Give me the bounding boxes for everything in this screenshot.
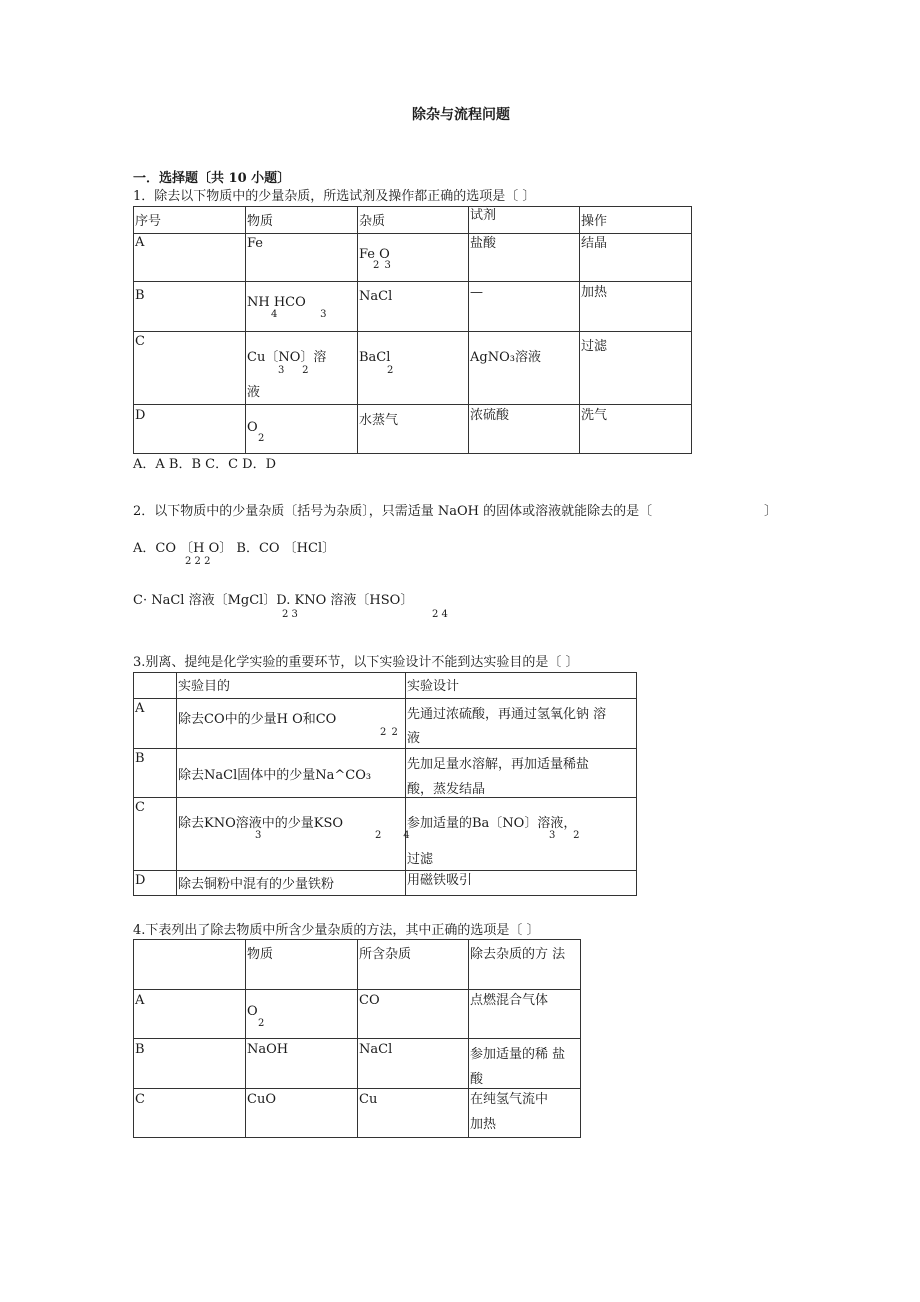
q3-row-c-goal-sub1: 3 bbox=[255, 830, 263, 841]
q1-row-a-operation: 结晶 bbox=[581, 236, 608, 251]
q2-stem-end: 〕 bbox=[764, 504, 778, 519]
q4-header-row bbox=[134, 940, 581, 990]
table-row bbox=[134, 405, 692, 454]
q3-row-a-goal: 除去CO中的少量H O和CO bbox=[178, 712, 337, 727]
q4-table bbox=[133, 939, 581, 1138]
q3-row-d-goal: 除去铜粉中混有的少量铁粉 bbox=[178, 877, 335, 892]
q4-header-impurity: 所含杂质 bbox=[359, 947, 412, 962]
q1-row-c-impurity-sub: 2 bbox=[387, 365, 395, 376]
q4-row-b-impurity: NaCl bbox=[359, 1042, 393, 1057]
q4-stem: 4.下表列出了除去物质中所含少量杂质的方法，其中正确的选项是〔 〕 bbox=[133, 923, 540, 938]
q3-header-goal: 实验目的 bbox=[178, 679, 231, 694]
table-row bbox=[134, 871, 637, 896]
q2-options-cd-sub2: 2 4 bbox=[432, 609, 448, 620]
q2-stem: 2．以下物质中的少量杂质〔括号为杂质〕，只需适量 NaOH 的固体或溶液就能除去的是〔 bbox=[133, 504, 653, 519]
q3-row-c-id: C bbox=[135, 800, 145, 815]
table-row bbox=[134, 234, 692, 282]
q4-row-a-substance: O bbox=[247, 1004, 258, 1019]
q3-row-c-design: 参加适量的Ba〔NO〕溶液， bbox=[407, 816, 577, 831]
q1-row-c-impurity: BaCl bbox=[359, 350, 391, 365]
q3-row-a-design: 先通过浓硫酸，再通过氢氧化钠 溶 bbox=[407, 707, 607, 722]
q1-row-b-id: B bbox=[135, 288, 145, 303]
q1-row-b-reagent: — bbox=[470, 285, 483, 300]
q3-row-a-goal-sub: 2 2 bbox=[380, 727, 399, 738]
q3-row-c-design-line2: 过滤 bbox=[407, 852, 434, 867]
q3-row-b-id: B bbox=[135, 751, 145, 766]
q3-table bbox=[133, 672, 637, 896]
table-row bbox=[134, 990, 581, 1039]
q1-stem: 1．除去以下物质中的少量杂质，所选试剂及操作都正确的选项是〔 〕 bbox=[133, 189, 536, 204]
q3-row-a-id: A bbox=[135, 701, 145, 716]
q1-row-a-reagent: 盐酸 bbox=[470, 236, 497, 251]
q1-row-b-substance-sub: 4 3 bbox=[271, 309, 328, 320]
q1-row-a-impurity-sub: 2 3 bbox=[373, 260, 392, 271]
q4-row-c-substance: CuO bbox=[247, 1092, 276, 1107]
q3-row-c-goal: 除去KNO溶液中的少量KSO bbox=[178, 816, 344, 831]
q4-row-b-method-line2: 酸 bbox=[470, 1072, 484, 1087]
table-row bbox=[134, 1089, 581, 1138]
q1-table bbox=[133, 206, 692, 454]
q2-options-ab: A．CO 〔H O〕 B．CO 〔HCl〕 bbox=[133, 541, 336, 556]
q1-row-c-operation: 过滤 bbox=[581, 339, 608, 354]
q3-row-a-design-line2: 液 bbox=[407, 731, 421, 746]
q3-row-c-design-sub: 3 2 bbox=[549, 830, 581, 841]
q4-row-c-id: C bbox=[135, 1092, 145, 1107]
q1-row-d-reagent: 浓硫酸 bbox=[470, 408, 510, 423]
q4-row-b-id: B bbox=[135, 1042, 145, 1057]
q4-header-substance: 物质 bbox=[247, 947, 274, 962]
q1-header-id: 序号 bbox=[135, 214, 162, 229]
q1-row-d-substance: O bbox=[247, 420, 258, 435]
q1-row-a-substance: Fe bbox=[247, 236, 264, 251]
q1-row-b-operation: 加热 bbox=[581, 285, 608, 300]
q3-row-b-design-line2: 酸，蒸发结晶 bbox=[407, 782, 486, 797]
q1-row-c-substance-sub: 3 2 bbox=[278, 365, 310, 376]
q1-header-row bbox=[134, 207, 692, 234]
q4-row-c-method-line2: 加热 bbox=[470, 1117, 497, 1132]
q1-options: A．A B．B C．C D．D bbox=[133, 457, 277, 472]
q4-row-a-impurity: CO bbox=[359, 993, 380, 1008]
q1-header-reagent: 试剂 bbox=[470, 208, 497, 223]
q2-options-ab-sub: 2 2 2 bbox=[185, 556, 211, 567]
q1-row-b-impurity: NaCl bbox=[359, 289, 393, 304]
q1-row-c-reagent: AgNO₃溶液 bbox=[470, 350, 541, 365]
q4-header-method: 除去杂质的方 法 bbox=[470, 947, 566, 962]
q4-row-a-substance-sub: 2 bbox=[258, 1018, 266, 1029]
q4-row-a-id: A bbox=[135, 993, 145, 1008]
q1-header-impurity: 杂质 bbox=[359, 214, 386, 229]
q3-stem: 3.别离、提纯是化学实验的重要环节，以下实验设计不能到达实验目的是〔 〕 bbox=[133, 655, 579, 670]
q1-row-d-impurity: 水蒸气 bbox=[359, 413, 399, 428]
q4-row-a-method: 点燃混合气体 bbox=[470, 993, 549, 1008]
q3-header-design: 实验设计 bbox=[407, 679, 460, 694]
table-row bbox=[134, 1039, 581, 1089]
q4-row-b-method: 参加适量的稀 盐 bbox=[470, 1047, 566, 1062]
q1-row-a-impurity: Fe O bbox=[359, 247, 390, 262]
q3-row-c-goal-sub2: 2 4 bbox=[375, 830, 411, 841]
table-row bbox=[134, 798, 637, 871]
q1-header-operation: 操作 bbox=[581, 214, 608, 229]
q1-row-d-operation: 洗气 bbox=[581, 408, 608, 423]
q1-row-d-id: D bbox=[135, 408, 146, 423]
q1-row-a-id: A bbox=[135, 235, 145, 250]
table-row bbox=[134, 332, 692, 405]
q2-options-cd: C· NaCl 溶液〔MgCl〕D. KNO 溶液〔HSO〕 bbox=[133, 593, 414, 608]
q4-row-b-substance: NaOH bbox=[247, 1042, 289, 1057]
table-row bbox=[134, 282, 692, 332]
q2-options-cd-sub1: 2 3 bbox=[282, 609, 298, 620]
q4-row-c-impurity: Cu bbox=[359, 1092, 378, 1107]
table-row bbox=[134, 749, 637, 798]
section-heading: 一．选择题〔共 10 小题〕 bbox=[133, 171, 291, 186]
q3-row-d-design: 用磁铁吸引 bbox=[407, 873, 473, 888]
q1-row-c-id: C bbox=[135, 334, 145, 349]
q1-row-d-substance-sub: 2 bbox=[258, 433, 266, 444]
q1-row-c-substance-line2: 液 bbox=[247, 385, 261, 400]
q3-row-b-design: 先加足量水溶解，再加适量稀盐 bbox=[407, 757, 590, 772]
q4-row-c-method: 在纯氢气流中 bbox=[470, 1092, 549, 1107]
q3-row-d-id: D bbox=[135, 873, 146, 888]
q3-header-row bbox=[134, 673, 637, 699]
table-row bbox=[134, 699, 637, 749]
q3-row-b-goal: 除去NaCl固体中的少量Na^CO₃ bbox=[178, 768, 372, 783]
q1-header-substance: 物质 bbox=[247, 214, 274, 229]
page-title: 除杂与流程问题 bbox=[412, 107, 510, 123]
q1-row-c-substance: Cu〔NO〕溶 bbox=[247, 350, 327, 365]
q1-row-b-substance: NH HCO bbox=[247, 295, 306, 310]
